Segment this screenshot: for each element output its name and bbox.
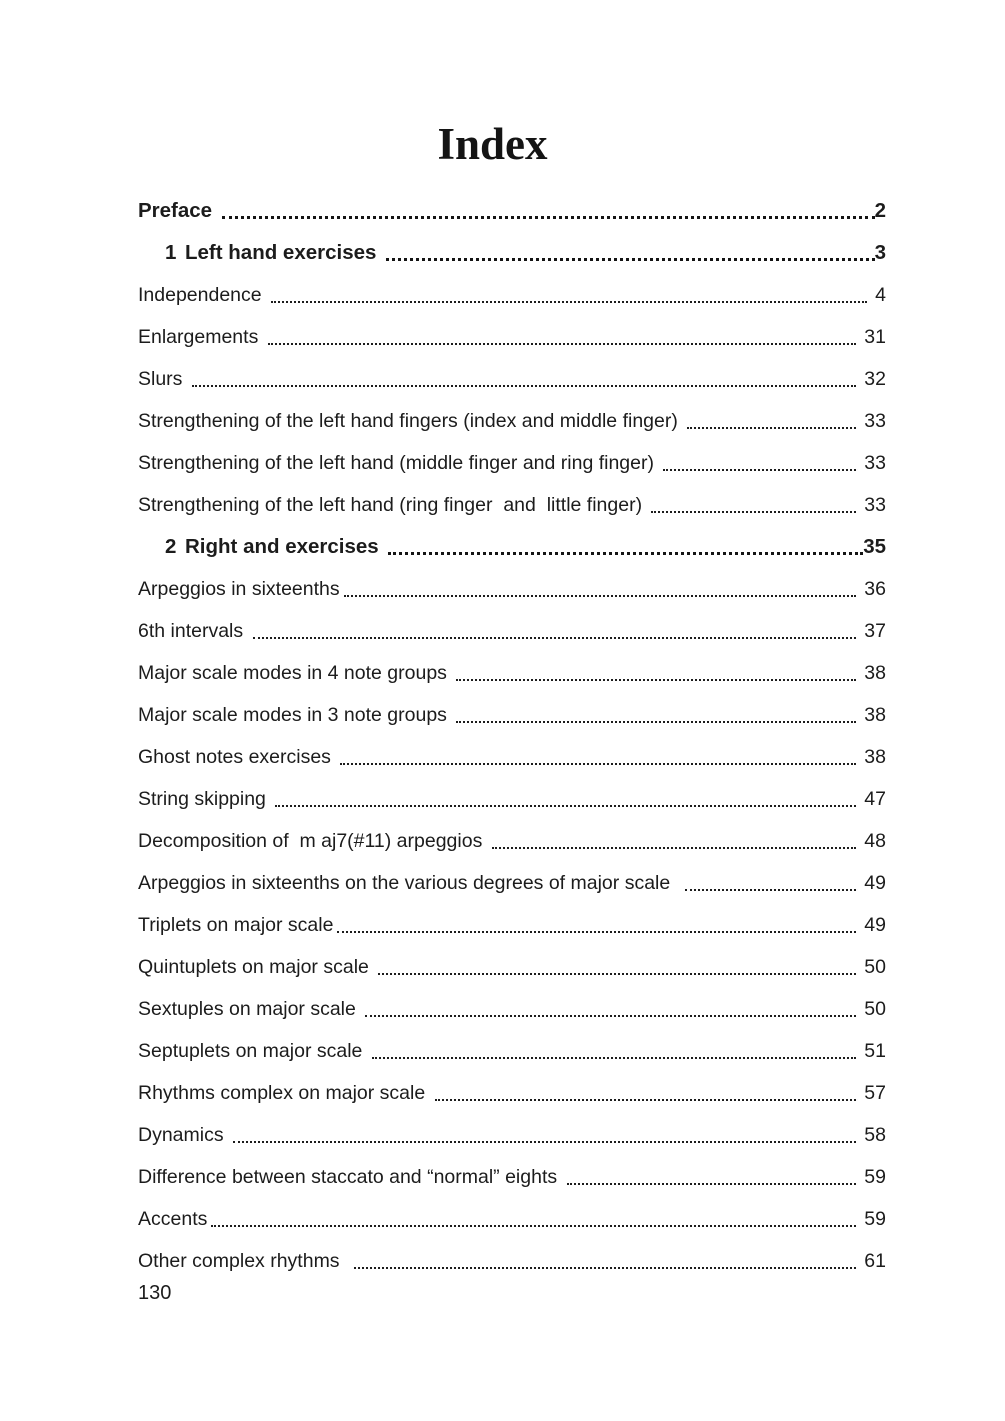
dot-leader <box>350 1240 864 1282</box>
entry-page-number: 59 <box>864 1166 886 1188</box>
dot-leader <box>229 1114 864 1156</box>
toc-entry <box>138 1114 886 1156</box>
toc-entry <box>138 862 886 904</box>
toc-entry <box>138 1198 886 1240</box>
entry-title: Quintuplets on major scale <box>138 956 375 978</box>
dot-leader <box>382 232 874 274</box>
toc-entry <box>138 610 886 652</box>
toc-entry <box>138 820 886 862</box>
entry-page-number: 35 <box>863 535 886 558</box>
entry-title: Decomposition of m aj7(#11) arpeggios <box>138 830 488 852</box>
entry-page-number: 47 <box>864 788 886 810</box>
dot-leader <box>488 820 865 862</box>
dot-leader <box>218 190 875 232</box>
entry-page-number: 61 <box>864 1250 886 1272</box>
dot-leader <box>452 652 864 694</box>
entry-title: String skipping <box>138 788 272 810</box>
entry-page-number: 50 <box>864 998 886 1020</box>
dot-leader <box>374 946 864 988</box>
entry-page-number: 31 <box>864 326 886 348</box>
entry-page-number: 36 <box>864 578 886 600</box>
toc-entry <box>138 988 886 1030</box>
entry-page-number: 38 <box>864 662 886 684</box>
entry-page-number: 51 <box>864 1040 886 1062</box>
entry-title: Triplets on major scale <box>138 914 334 936</box>
dot-leader <box>431 1072 865 1114</box>
entry-page-number: 33 <box>864 410 886 432</box>
entry-page-number: 48 <box>864 830 886 852</box>
toc-entry <box>138 484 886 526</box>
entry-page-number: 59 <box>864 1208 886 1230</box>
entry-page-number: 4 <box>875 284 886 306</box>
entry-page-number: 33 <box>864 452 886 474</box>
toc-entry <box>138 652 886 694</box>
toc-entry <box>138 1030 886 1072</box>
chapter-number: 2 <box>165 535 177 558</box>
entry-title: Strengthening of the left hand (ring finger and little finger) <box>138 494 648 516</box>
dot-leader <box>249 610 865 652</box>
entry-title: Ghost notes exercises <box>138 746 337 768</box>
dot-leader <box>361 988 864 1030</box>
entry-title: Sextuples on major scale <box>138 998 362 1020</box>
entry-page-number: 2 <box>874 199 886 222</box>
entry-title: Arpeggios in sixteenths on the various degrees of major scale <box>138 872 682 894</box>
entry-title: Difference between staccato and “normal” eights <box>138 1166 563 1188</box>
dot-leader <box>384 526 863 568</box>
toc-entry <box>138 736 886 778</box>
entry-title: Rhythms complex on major scale <box>138 1082 431 1104</box>
entry-title: Enlargements <box>138 326 264 348</box>
dot-leader <box>563 1156 865 1198</box>
entry-page-number: 38 <box>864 746 886 768</box>
table-of-contents <box>138 190 886 1282</box>
toc-entry <box>138 316 886 358</box>
dot-leader <box>188 358 864 400</box>
toc-entry <box>138 400 886 442</box>
chapter-number: 1 <box>165 241 177 264</box>
toc-entry <box>138 526 886 568</box>
entry-title: Independence <box>138 284 268 306</box>
toc-entry <box>138 568 886 610</box>
entry-title: Major scale modes in 4 note groups <box>138 662 453 684</box>
toc-entry <box>138 232 886 274</box>
entry-page-number: 50 <box>864 956 886 978</box>
entry-title: Slurs <box>138 368 188 390</box>
dot-leader <box>683 400 864 442</box>
entry-title: Left hand exercises <box>185 241 383 264</box>
toc-entry <box>138 1072 886 1114</box>
dot-leader <box>264 316 865 358</box>
entry-title: Major scale modes in 3 note groups <box>138 704 453 726</box>
dot-leader <box>340 568 865 610</box>
toc-entry <box>138 442 886 484</box>
entry-page-number: 32 <box>864 368 886 390</box>
entry-page-number: 57 <box>864 1082 886 1104</box>
toc-entry <box>138 274 886 316</box>
dot-leader <box>207 1198 864 1240</box>
entry-title: 6th intervals <box>138 620 249 642</box>
dot-leader <box>452 694 864 736</box>
dot-leader <box>647 484 864 526</box>
toc-entry <box>138 694 886 736</box>
dot-leader <box>336 736 864 778</box>
toc-entry <box>138 778 886 820</box>
entry-page-number: 58 <box>864 1124 886 1146</box>
dot-leader <box>368 1030 865 1072</box>
dot-leader <box>659 442 864 484</box>
entry-title: Septuplets on major scale <box>138 1040 368 1062</box>
entry-page-number: 38 <box>864 704 886 726</box>
dot-leader <box>271 778 864 820</box>
entry-title: Strengthening of the left hand (middle finger and ring finger) <box>138 452 660 474</box>
toc-entry <box>138 904 886 946</box>
entry-page-number: 49 <box>864 872 886 894</box>
toc-entry <box>138 1240 886 1282</box>
entry-title: Preface <box>138 199 218 222</box>
entry-page-number: 3 <box>874 241 886 264</box>
entry-title: Right and exercises <box>185 535 385 558</box>
toc-entry <box>138 358 886 400</box>
entry-page-number: 49 <box>864 914 886 936</box>
dot-leader <box>333 904 864 946</box>
toc-entry <box>138 1156 886 1198</box>
entry-page-number: 33 <box>864 494 886 516</box>
toc-entry <box>138 946 886 988</box>
toc-entry <box>138 190 886 232</box>
folio-page-number: 130 <box>138 1282 172 1304</box>
entry-title: Other complex rhythms <box>138 1250 351 1272</box>
entry-page-number: 37 <box>864 620 886 642</box>
dot-leader <box>267 274 875 316</box>
entry-title: Accents <box>138 1208 208 1230</box>
dot-leader <box>681 862 864 904</box>
entry-title: Dynamics <box>138 1124 230 1146</box>
entry-title: Arpeggios in sixteenths <box>138 578 340 600</box>
page-title: Index <box>437 119 548 169</box>
entry-title: Strengthening of the left hand fingers (index and middle finger) <box>138 410 684 432</box>
